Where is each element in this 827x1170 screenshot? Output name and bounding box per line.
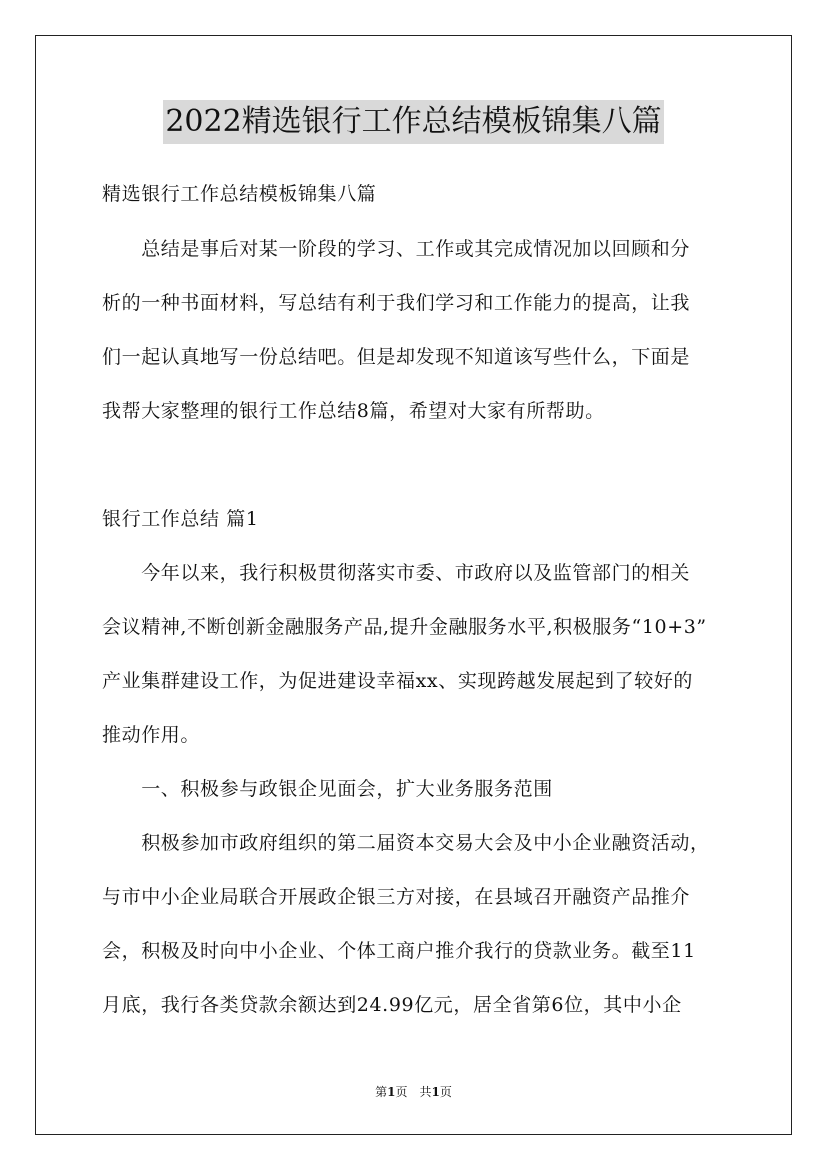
body-line: 与市中小企业局联合开展政企银三方对接，在县域召开融资产品推介 <box>102 886 691 908</box>
body-line: 积极参加市政府组织的第二届资本交易大会及中小企业融资活动， <box>102 832 710 854</box>
footer-mid: 页 共 <box>395 1085 432 1099</box>
footer-current-page: 1 <box>387 1085 396 1099</box>
intro-line: 我帮大家整理的银行工作总结8篇，希望对大家有所帮助。 <box>102 400 605 422</box>
subsection-heading: 一、积极参与政银企见面会，扩大业务服务范围 <box>102 778 553 800</box>
page-footer <box>0 1084 827 1100</box>
document-title: 2022精选银行工作总结模板锦集八篇 <box>163 100 663 144</box>
body-line: 月底，我行各类贷款余额达到24.99亿元，居全省第6位，其中小企 <box>102 994 682 1016</box>
title-container <box>0 100 827 144</box>
footer-prefix: 第 <box>375 1085 388 1099</box>
footer-total-pages: 1 <box>431 1085 440 1099</box>
body-line: 会议精神,不断创新金融服务产品,提升金融服务水平,积极服务“10+3” <box>102 616 707 638</box>
intro-line: 总结是事后对某一阶段的学习、工作或其完成情况加以回顾和分 <box>102 238 691 260</box>
body-line: 今年以来，我行积极贯彻落实市委、市政府以及监管部门的相关 <box>102 562 691 584</box>
footer-suffix: 页 <box>439 1085 452 1099</box>
document-subtitle: 精选银行工作总结模板锦集八篇 <box>102 183 377 205</box>
intro-line: 析的一种书面材料，写总结有利于我们学习和工作能力的提高，让我 <box>102 292 691 314</box>
section-heading: 银行工作总结 篇1 <box>102 508 259 530</box>
body-line: 会，积极及时向中小企业、个体工商户推介我行的贷款业务。截至11 <box>102 940 696 962</box>
intro-line: 们一起认真地写一份总结吧。但是却发现不知道该写些什么，下面是 <box>102 346 691 368</box>
body-line: 推动作用。 <box>102 724 201 746</box>
body-line: 产业集群建设工作，为促进建设幸福xx、实现跨越发展起到了较好的 <box>102 670 694 692</box>
